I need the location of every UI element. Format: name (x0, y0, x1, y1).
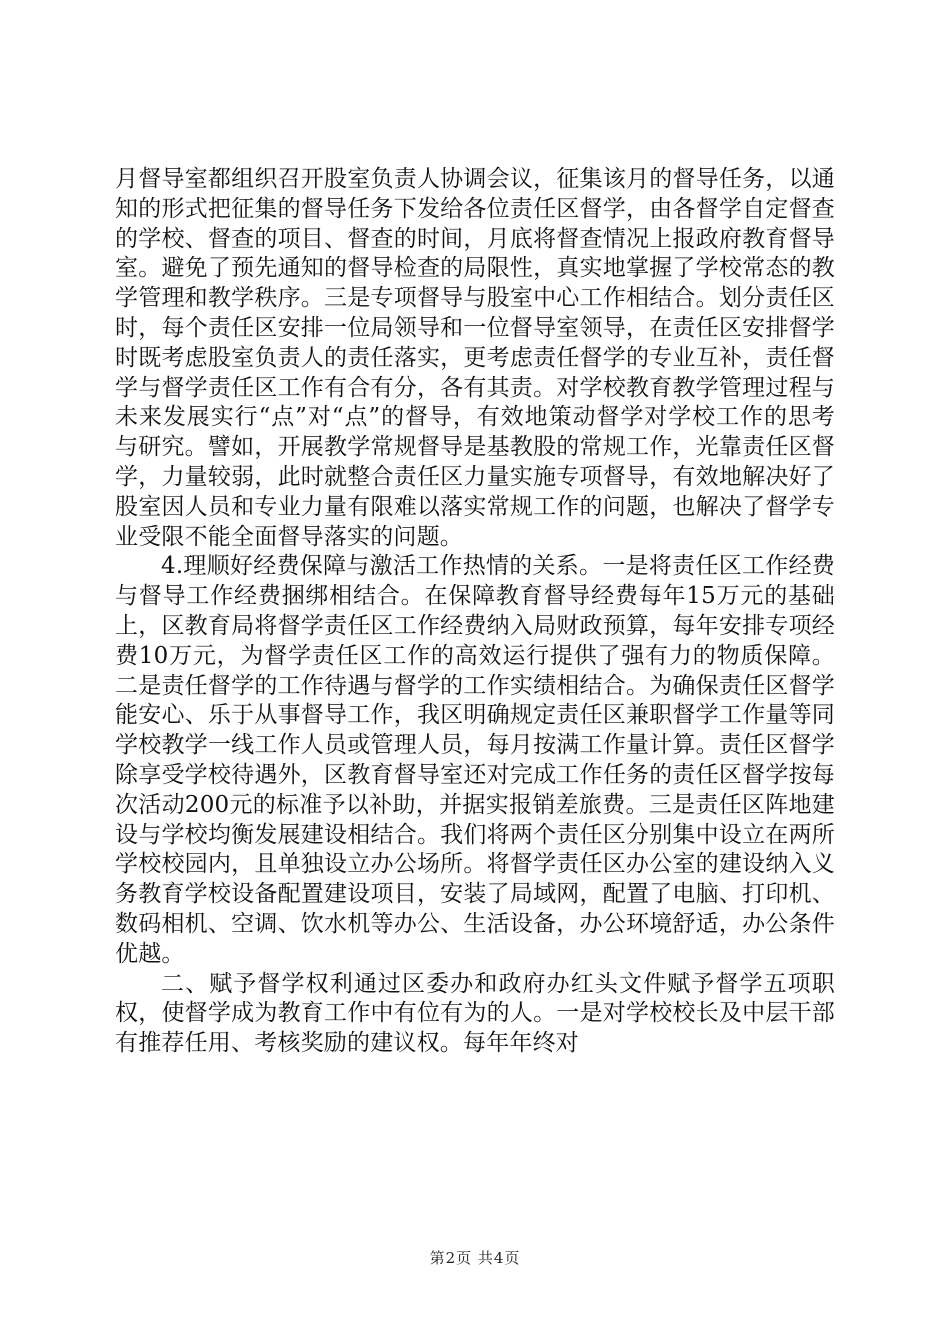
paragraph-authority: 二、赋予督学权利通过区委办和政府办红头文件赋予督学五项职权，使督学成为教育工作中有位有为的人。一是对学校校长及中层干部有推荐任用、考核奖励的建议权。每年年终对 (115, 970, 835, 1057)
paragraph-continued: 月督导室都组织召开股室负责人协调会议，征集该月的督导任务，以通知的形式把征集的督导任务下发给各位责任区督学，由各督学自定督查的学校、督查的项目、督查的时间，月底将督查情况上报政府教育督导室。避免了预先通知的督导检查的局限性，真实地掌握了学校常态的教学管理和教学秩序。三是专项督导与股室中心工作相结合。划分责任区时，每个责任区安排一位局领导和一位督导室领导，在责任区安排督学时既考虑股室负责人的责任落实，更考虑责任督学的专业互补，责任督学与督学责任区工作有合有分，各有其责。对学校教育教学管理过程与未来发展实行“点”对“点”的督导，有效地策动督学对学校工作的思考与研究。譬如，开展教学常规督导是基教股的常规工作，光靠责任区督学，力量较弱，此时就整合责任区力量实施专项督导，有效地解决好了股室因人员和专业力量有限难以落实常规工作的问题，也解决了督学专业受限不能全面督导落实的问题。 (115, 166, 835, 550)
page-number-footer: 第2页 共4页 (429, 1249, 521, 1267)
document-body (115, 165, 835, 1059)
paragraph-funding: 4.理顺好经费保障与激活工作热情的关系。一是将责任区工作经费与督导工作经费捆绑相结合。在保障教育督导经费每年15万元的基础上，区教育局将督学责任区工作经费纳入局财政预算，每年安排专项经费10万元，为督学责任区工作的高效运行提供了强有力的物质保障。二是责任督学的工作待遇与督学的工作实绩相结合。为确保责任区督学能安心、乐于从事督导工作，我区明确规定责任区兼职督学工作量等同学校教学一线工作人员或管理人员，每月按满工作量计算。责任区督学除享受学校待遇外，区教育督导室还对完成工作任务的责任区督学按每次活动200元的标准予以补助，并据实报销差旅费。三是责任区阵地建设与学校均衡发展建设相结合。我们将两个责任区分别集中设立在两所学校校园内，且单独设立办公场所。将督学责任区办公室的建设纳入义务教育学校设备配置建设项目，安装了局域网，配置了电脑、打印机、数码相机、空调、饮水机等办公、生活设备，办公环境舒适，办公条件优越。 (115, 553, 835, 967)
